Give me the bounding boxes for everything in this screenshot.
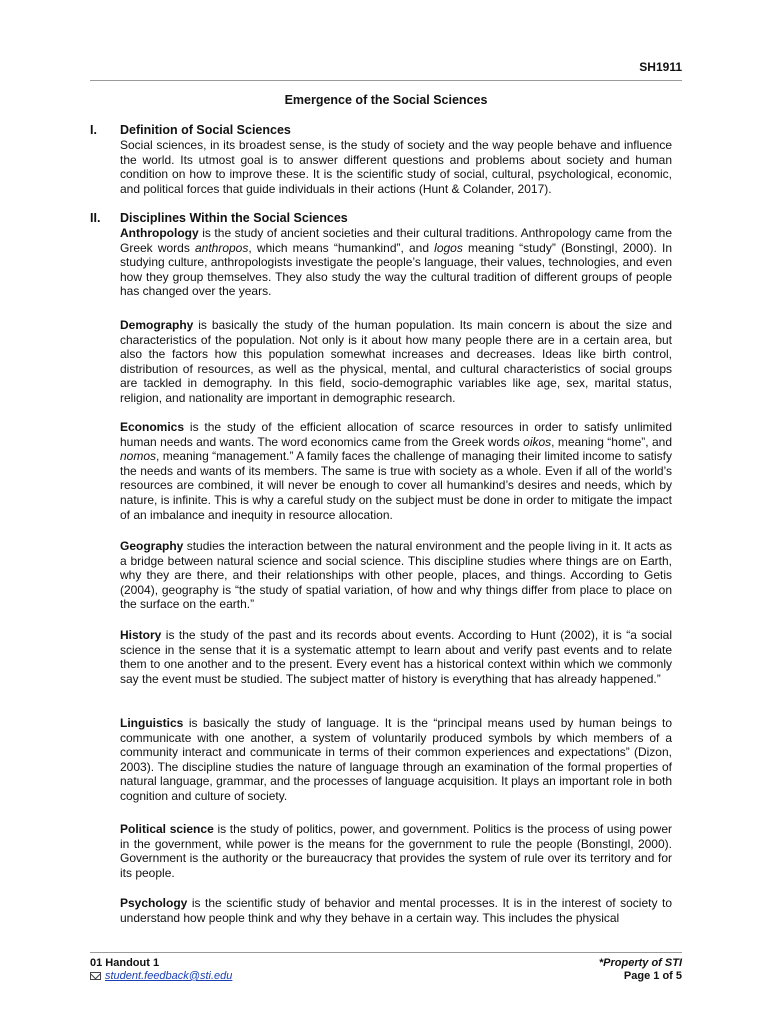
document-title: Emergence of the Social Sciences <box>284 93 488 107</box>
italic-term: logos <box>434 240 463 255</box>
paragraph-text: meaning “study” (Bonstingl, 2000). In studying culture, anthropologists investigate the people’s language, their values, technologies, and even how they group themselves. They also study the way the cultural tradition of different groups of people has changed over the years. <box>120 240 672 299</box>
property-notice: *Property of STI <box>598 957 682 969</box>
italic-term: nomos <box>120 449 157 464</box>
paragraph-anthropology <box>120 226 672 299</box>
term-geography: Geography <box>120 539 184 553</box>
paragraph-demography <box>120 318 672 406</box>
term-linguistics: Linguistics <box>120 716 184 730</box>
footer-rule <box>90 952 682 953</box>
header-rule <box>90 80 682 81</box>
paragraph-political-science <box>120 822 672 880</box>
mail-icon <box>90 972 101 980</box>
paragraph-text: is the study of politics, power, and government. Politics is the process of using power in the government, while power is the means for the government to rule the people (Bonstingl, 2000). Government is the authority or the bureaucracy that provides the system of rule over its territory and for its people. <box>120 822 672 880</box>
handout-label: 01 Handout 1 <box>90 957 160 969</box>
term-demography: Demography <box>120 318 194 332</box>
term-psychology: Psychology <box>120 896 188 910</box>
paragraph-geography <box>120 539 672 612</box>
document-code: SH1911 <box>639 60 682 74</box>
section-number: I. <box>90 123 97 137</box>
paragraph-text: , meaning “management.” A family faces the challenge of managing their limited income to satisfy the needs and wants of its members. The same is true with society as a whole. Even if all of the world’s resources are combined, it will never be enough to cover all humankind’s desires and needs, which by nature, is infinite. This is why a careful study on the subject must be done in order to mitigate the impact of an imbalance and inequity in resource allocation. <box>120 449 672 522</box>
italic-term: oikos <box>523 434 552 449</box>
page-number: Page 1 of 5 <box>623 970 682 982</box>
paragraph-text: is basically the study of the human population. Its main concern is about the size and characteristics of the population. Not only is it about how many people there are in a certain area, but also the factors how this population somewhat increases and decreases. Ideas like birth control, distribution of resources, as well as the physical, mental, and cultural characteristics of social groups are tackled in demography. In this field, socio-demographic variables like age, sex, marital status, religion, and nationality are important in demographic research. <box>120 318 672 405</box>
feedback-email <box>90 970 232 982</box>
paragraph-text: is the study of ancient societies and their cultural traditions. Anthropology came from the Greek words <box>120 226 672 255</box>
paragraph-economics <box>120 420 672 522</box>
section-title: Definition of Social Sciences <box>120 123 291 137</box>
italic-term: anthropos <box>194 240 249 255</box>
definition-paragraph: Social sciences, in its broadest sense, is the study of society and the way people behave and influence the world. Its utmost goal is to answer different questions and problems about society and human condition on how to improve these. It is the scientific study of social, cultural, psychological, economic, and political forces that guide individuals in their actions (Hunt & Colander, 2017). <box>120 138 672 196</box>
term-anthropology: Anthropology <box>120 226 199 240</box>
term-economics: Economics <box>120 420 185 434</box>
paragraph-text: is basically the study of language. It is the “principal means used by human beings to communicate with one another, a system of voluntarily produced symbols by which members of a community interact and communicate in terms of their common experiences and expectations” (Dizon, 2003). The discipline studies the nature of language through an examination of the formal properties of natural language, grammar, and the processes of language acquisition. It plays an important role in both cognition and culture of society. <box>120 716 672 803</box>
paragraph-text: studies the interaction between the natural environment and the people living in it. It acts as a bridge between natural science and social science. This discipline studies where things are on Earth, why they are there, and their relationships with other people, places, and things. According to Getis (2004), geography is “the study of spatial variation, of how and why things differ from place to place on the surface on the earth.” <box>120 539 672 612</box>
term-political-science: Political science <box>120 822 214 836</box>
paragraph-linguistics <box>120 716 672 804</box>
section-heading-disciplines <box>90 211 348 225</box>
paragraph-text: is the scientific study of behavior and mental processes. It is in the interest of society to understand how people think and why they behave in a certain way. This includes the physical <box>120 896 672 925</box>
paragraph-text: , which means “humankind”, and <box>248 240 435 255</box>
paragraph-psychology <box>120 896 672 925</box>
paragraph-history <box>120 628 672 686</box>
section-title: Disciplines Within the Social Sciences <box>120 211 348 225</box>
paragraph-text: , meaning “home”, and <box>551 434 673 449</box>
feedback-email-link[interactable]: student.feedback@sti.edu <box>105 970 233 982</box>
section-number: II. <box>90 211 101 225</box>
section-heading-definition <box>90 123 291 137</box>
paragraph-text: is the study of the past and its records about events. According to Hunt (2002), it is “a social science in the sense that it is a systematic attempt to learn about and verify past events and to relate them to one another and to the present. Every event has a historical context within which we commonly say the event must be studied. The subject matter of history is everything that has already happened.” <box>120 628 672 686</box>
term-history: History <box>120 628 162 642</box>
paragraph-text: is the study of the efficient allocation of scarce resources in order to satisfy unlimited human needs and wants. The word economics came from the Greek words <box>120 420 672 449</box>
